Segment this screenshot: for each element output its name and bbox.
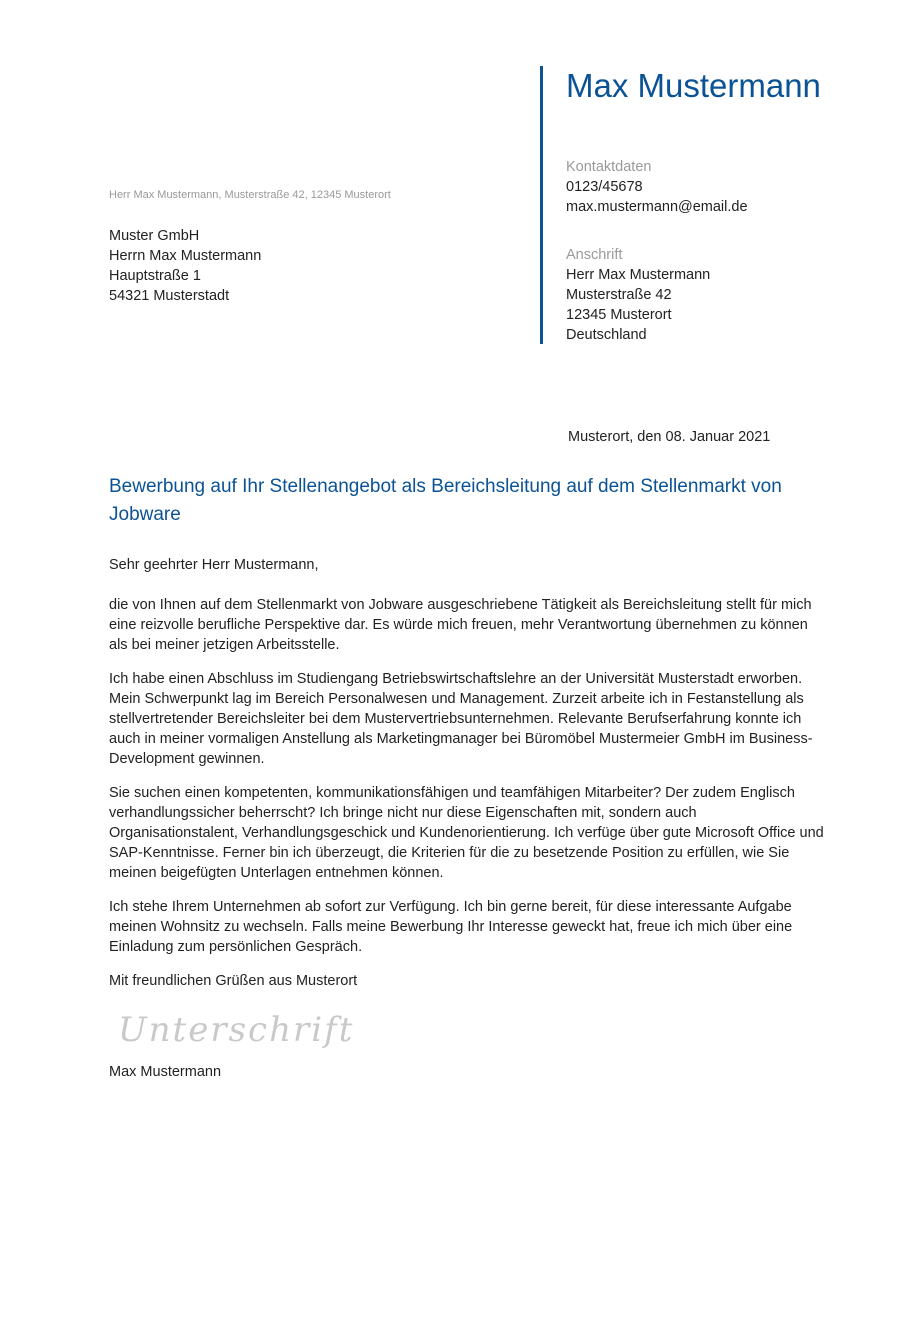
sender-line: Herr Max Mustermann, Musterstraße 42, 12345 Musterort [109,189,391,201]
salutation: Sehr geehrter Herr Mustermann, [109,557,319,573]
address-line: Deutschland [566,327,647,343]
contact-block [566,157,748,217]
address-line: Herr Max Mustermann [566,267,711,283]
address-block [566,245,710,345]
recipient-line: Hauptstraße 1 [109,268,201,284]
recipient-line: 54321 Musterstadt [109,288,230,304]
address-line: 12345 Musterort [566,307,672,323]
closing-line: Mit freundlichen Grüßen aus Musterort [109,973,358,989]
body-paragraph: die von Ihnen auf dem Stellenmarkt von Jobware ausgeschriebene Tätigkeit als Bereichsleitung stellt für mich eine reizvolle berufliche Perspektive dar. Es würde mich freuen, mehr Verantwortung übernehmen zu können als bei meiner jetzigen Arbeitsstelle. [109,597,812,653]
signature: Unterschrift [118,1010,355,1050]
recipient-line: Muster GmbH [109,228,200,244]
contact-label: Kontaktdaten [566,159,652,175]
body-paragraph: Ich stehe Ihrem Unternehmen ab sofort zur Verfügung. Ich bin gerne bereit, für diese interessante Aufgabe meinen Wohnsitz zu wechseln. Falls meine Bewerbung Ihr Interesse geweckt hat, freue ich mich über eine Einladung zum persönlichen Gespräch. [109,899,793,955]
recipient-block [109,226,261,306]
email-address: max.mustermann@email.de [566,199,748,215]
letter-subject: Bewerbung auf Ihr Stellenangebot als Bereichsleitung auf dem Stellenmarkt von Jobware [109,476,782,525]
letter-date: Musterort, den 08. Januar 2021 [568,429,771,445]
header-accent-bar [540,66,543,344]
recipient-line: Herrn Max Mustermann [109,248,262,264]
body-paragraph: Ich habe einen Abschluss im Studiengang Betriebswirtschaftslehre an der Universität Musterstadt erworben. Mein Schwerpunkt lag im Bereich Personalwesen und Management. Zurzeit arbeite ich in Festanstellung als stellvertretender Bereichsleiter bei dem Mustervertriebsunternehmen. Relevante Berufserfahrung konnte ich auch in meiner vormaligen Anstellung als Marketingmanager bei Büromöbel Mustermeier GmbH im Business-Development gewinnen. [109,671,813,767]
phone-number: 0123/45678 [566,179,643,195]
address-label: Anschrift [566,247,623,263]
address-line: Musterstraße 42 [566,287,672,303]
body-paragraph: Sie suchen einen kompetenten, kommunikationsfähigen und teamfähigen Mitarbeiter? Der zudem Englisch verhandlungssicher beherrscht? Ich bringe nicht nur diese Eigenschaften mit, sondern auch Organisationstalent, Verhandlungsgeschick und Kundenorientierung. Ich verfüge über gute Microsoft Office und SAP-Kenntnisse. Ferner bin ich überzeugt, die Kriterien für die zu besetzende Position zu erfüllen, wie Sie meinen beigefügten Unterlagen entnehmen können. [109,785,824,881]
applicant-name: Max Mustermann [566,67,821,104]
signer-name: Max Mustermann [109,1064,222,1080]
